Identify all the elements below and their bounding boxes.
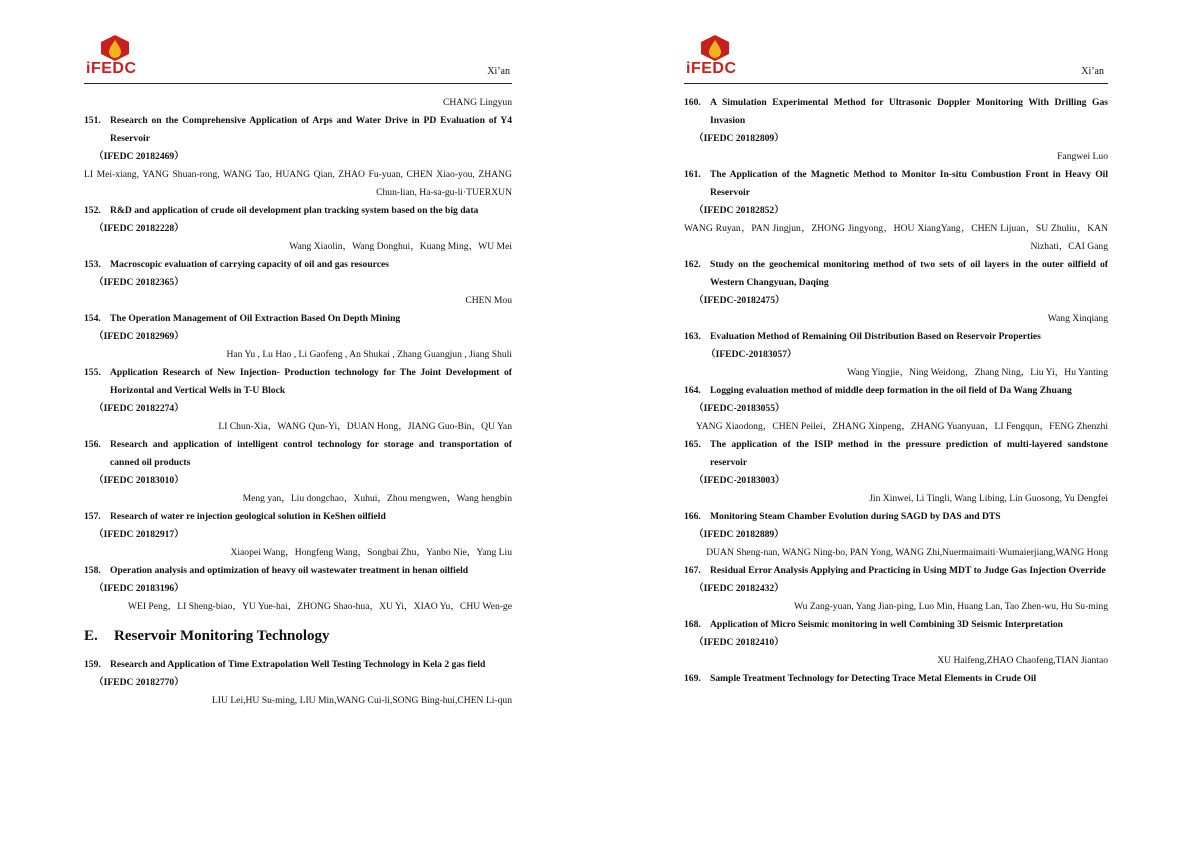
- paper-title: [684, 94, 1108, 130]
- paper-title: [684, 382, 1108, 400]
- paper-title: [684, 436, 1108, 472]
- paper-title-text: The Application of the Magnetic Method to Monitor In-situ Combustion Front in Heavy Oil Reservoir: [710, 169, 1108, 198]
- paper-number: 160.: [684, 97, 701, 108]
- paper-title: [84, 508, 512, 526]
- paper-authors: XU Haifeng,ZHAO Chaofeng,TIAN Jiantao: [937, 655, 1108, 666]
- paper-authors: Fangwei Luo: [1057, 151, 1108, 162]
- paper-number: 154.: [84, 313, 101, 324]
- paper-code: （IFEDC 20182969）: [94, 331, 184, 342]
- paper-code: （IFEDC 20182770）: [94, 677, 184, 688]
- header-city: Xi’an: [487, 66, 510, 77]
- paper-title-text: Evaluation Method of Remaining Oil Distribution Based on Reservoir Properties: [710, 331, 1041, 342]
- paper-authors: CHANG Lingyun: [442, 97, 512, 108]
- paper-title-text: Monitoring Steam Chamber Evolution during SAGD by DAS and DTS: [710, 511, 1001, 522]
- paper-code: （IFEDC 20182228）: [94, 223, 184, 234]
- paper-code: （IFEDC 20182365）: [94, 277, 184, 288]
- oil-drop-icon: [698, 34, 732, 62]
- paper-authors: DUAN Sheng-nan, WANG Ning-bo, PAN Yong, WANG Zhi,Nuermaimaiti·Wumaierjiang,WANG Hong: [706, 547, 1108, 558]
- paper-title-text: Macroscopic evaluation of carrying capacity of oil and gas resources: [110, 259, 389, 270]
- paper-title: [684, 508, 1108, 526]
- paper-number: 156.: [84, 439, 101, 450]
- paper-title: [684, 562, 1108, 580]
- paper-code: （IFEDC-20182475）: [694, 295, 785, 306]
- paper-authors: CHEN Mou: [465, 295, 512, 306]
- paper-code: （IFEDC-20183055）: [694, 403, 785, 414]
- paper-code: （IFEDC 20182852）: [694, 205, 784, 216]
- paper-number: 167.: [684, 565, 701, 576]
- paper-code: （IFEDC 20182469）: [94, 151, 184, 162]
- paper-authors: Jin Xinwei, Li Tingli, Wang Libing, Lin Guosong, Yu Dengfei: [869, 493, 1108, 504]
- paper-authors: Meng yan，Liu dongchao，Xuhui，Zhou mengwen，Wang hengbin: [242, 493, 512, 504]
- paper-title: [684, 256, 1108, 292]
- paper-title: [84, 436, 512, 472]
- paper-title-text: Research of water re injection geological solution in KeShen oilfield: [110, 511, 386, 522]
- paper-authors: LI Mei-xiang, YANG Shuan-rong, WANG Tao, HUANG Qian, ZHAO Fu-yuan, CHEN Xiao-you, ZHANG Chun-lian, Ha-sa-gu-li·TUERXUN: [84, 169, 512, 198]
- paper-number: 157.: [84, 511, 101, 522]
- paper-title-text: Research and Application of Time Extrapolation Well Testing Technology in Kela 2 gas field: [110, 659, 486, 670]
- logo-text: iFEDC: [86, 60, 137, 77]
- paper-title-text: Residual Error Analysis Applying and Practicing in Using MDT to Judge Gas Injection Override: [710, 565, 1106, 576]
- paper-number: 161.: [684, 169, 701, 180]
- paper-number: 165.: [684, 439, 701, 450]
- section-letter: E.: [84, 628, 98, 644]
- paper-title: [84, 656, 512, 674]
- paper-code: （IFEDC-20183057）: [706, 349, 797, 360]
- paper-title-text: The application of the ISIP method in the pressure prediction of multi-layered sandstone reservoir: [710, 439, 1108, 468]
- right-page: [596, 0, 1192, 842]
- paper-title: [84, 310, 512, 328]
- paper-authors: Wang Xinqiang: [1047, 313, 1108, 324]
- paper-number: 152.: [84, 205, 101, 216]
- paper-number: 164.: [684, 385, 701, 396]
- paper-code: （IFEDC 20182917）: [94, 529, 184, 540]
- right-content: [684, 94, 1108, 688]
- header-city: Xi’an: [1081, 66, 1104, 77]
- paper-code: （IFEDC 20183010）: [94, 475, 184, 486]
- paper-authors: WEI Peng，LI Sheng-biao，YU Yue-hai，ZHONG Shao-hua，XU Yi，XIAO Yu，CHU Wen-ge: [127, 601, 512, 612]
- paper-title: [84, 112, 512, 148]
- oil-drop-icon: [98, 34, 132, 62]
- paper-number: 162.: [684, 259, 701, 270]
- paper-number: 166.: [684, 511, 701, 522]
- paper-title-text: The Operation Management of Oil Extraction Based On Depth Mining: [110, 313, 401, 324]
- paper-code: （IFEDC 20182432）: [694, 583, 784, 594]
- paper-title: [684, 166, 1108, 202]
- paper-title: [684, 616, 1108, 634]
- paper-authors: Han Yu , Lu Hao , Li Gaofeng , An Shukai , Zhang Guangjun , Jiang Shuli: [226, 349, 512, 360]
- paper-authors: LIU Lei,HU Su-ming, LIU Min,WANG Cui-li,SONG Bing-hui,CHEN Li-qun: [211, 695, 512, 706]
- section-heading: [84, 626, 512, 646]
- paper-title-text: Application of Micro Seismic monitoring in well Combining 3D Seismic Interpretation: [710, 619, 1064, 630]
- paper-authors: YANG Xiaodong，CHEN Peilei，ZHANG Xinpeng，ZHANG Yuanyuan，LI Fengqun，FENG Zhenzhi: [695, 421, 1108, 432]
- paper-number: 163.: [684, 331, 701, 342]
- paper-code: （IFEDC 20182889）: [694, 529, 784, 540]
- paper-title-text: Study on the geochemical monitoring method of two sets of oil layers in the outer oilfield of Western Changyuan, Daqing: [710, 259, 1108, 288]
- paper-authors: Xiaopei Wang，Hongfeng Wang，Songbai Zhu，Yanbo Nie，Yang Liu: [230, 547, 512, 558]
- paper-title: [684, 328, 1108, 346]
- paper-code: （IFEDC 20182274）: [94, 403, 184, 414]
- section-title: Reservoir Monitoring Technology: [114, 628, 330, 644]
- paper-authors: Wang Xiaolin，Wang Donghui，Kuang Ming，WU Mei: [289, 241, 512, 252]
- paper-number: 151.: [84, 115, 101, 126]
- paper-title: [84, 202, 512, 220]
- paper-authors: Wu Zang-yuan, Yang Jian-ping, Luo Min, Huang Lan, Tao Zhen-wu, Hu Su-ming: [794, 601, 1108, 612]
- paper-authors: WANG Ruyan，PAN Jingjun，ZHONG Jingyong，HOU XiangYang，CHEN Lijuan，SU Zhuliu，KAN Nizhati，CAI Gang: [684, 223, 1108, 252]
- paper-title-text: Research and application of intelligent control technology for storage and transportation of canned oil products: [110, 439, 512, 468]
- ifedc-logo: [686, 34, 746, 80]
- paper-title-text: Logging evaluation method of middle deep formation in the oil field of Da Wang Zhuang: [710, 385, 1072, 396]
- paper-title: [84, 364, 512, 400]
- header-rule: [84, 83, 512, 84]
- logo-text: iFEDC: [686, 60, 737, 77]
- paper-title-text: R&D and application of crude oil development plan tracking system based on the big data: [110, 205, 479, 216]
- paper-number: 153.: [84, 259, 101, 270]
- paper-code: （IFEDC 20182410）: [694, 637, 784, 648]
- header-rule: [684, 83, 1108, 84]
- paper-number: 155.: [84, 367, 101, 378]
- paper-code: （IFEDC 20182809）: [694, 133, 784, 144]
- ifedc-logo: [86, 34, 146, 80]
- paper-code: （IFEDC 20183196）: [94, 583, 184, 594]
- paper-authors: LI Chun-Xia，WANG Qun-Yi，DUAN Hong，JIANG Guo-Bin，QU Yan: [218, 421, 512, 432]
- paper-title-text: Research on the Comprehensive Application of Arps and Water Drive in PD Evaluation of Y4 Reservoir: [110, 115, 512, 144]
- paper-authors: Wang Yingjie，Ning Weidong，Zhang Ning，Liu Yi，Hu Yanting: [847, 367, 1108, 378]
- paper-title: [84, 256, 512, 274]
- paper-number: 168.: [684, 619, 701, 630]
- paper-title-text: Operation analysis and optimization of heavy oil wastewater treatment in henan oilfield: [110, 565, 469, 576]
- paper-number: 169.: [684, 673, 701, 684]
- paper-code: （IFEDC-20183003）: [694, 475, 785, 486]
- left-content: [84, 94, 512, 710]
- paper-title-text: A Simulation Experimental Method for Ultrasonic Doppler Monitoring With Drilling Gas Invasion: [710, 97, 1108, 126]
- paper-number: 158.: [84, 565, 101, 576]
- paper-title-text: Sample Treatment Technology for Detecting Trace Metal Elements in Crude Oil: [710, 673, 1037, 684]
- paper-number: 159.: [84, 659, 101, 670]
- paper-title: [684, 670, 1108, 688]
- paper-title: [84, 562, 512, 580]
- paper-title-text: Application Research of New Injection- Production technology for The Joint Development of Horizontal and Vertical Wells in T-U Block: [110, 367, 512, 396]
